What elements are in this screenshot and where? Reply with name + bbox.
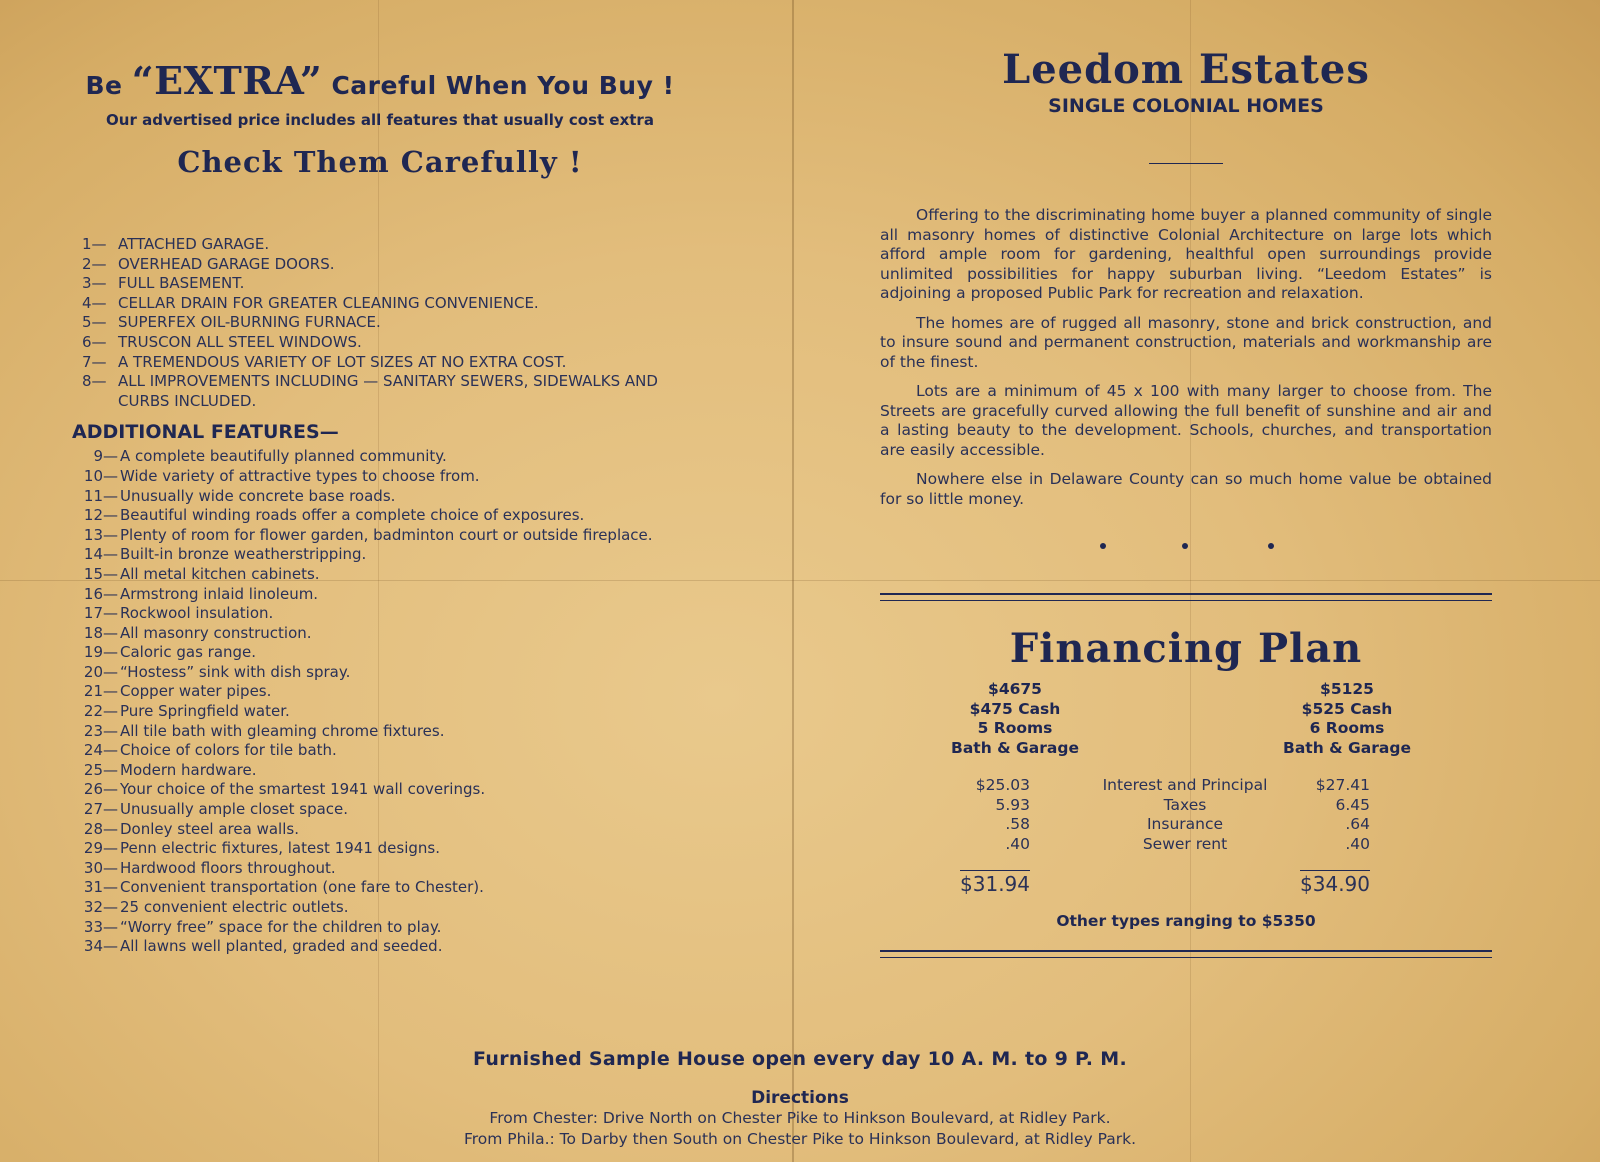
feature-item [70,722,690,742]
feature-item [70,526,690,546]
heading-be: Be [85,71,123,100]
feature-item [70,643,690,663]
title-divider [1149,163,1223,164]
feature-item [70,663,690,683]
cost-label: Sewer rent [1142,834,1228,853]
feature-text: Pure Springfield water. [120,702,290,721]
financing-plans [880,680,1492,770]
feature-number: 4— [82,293,107,312]
feature-text: “Worry free” space for the children to play. [120,917,442,936]
feature-text: OVERHEAD GARAGE DOORS. [118,254,335,273]
cost-totals [880,872,1492,908]
feature-text: A TREMENDOUS VARIETY OF LOT SIZES AT NO EXTRA COST. [118,352,567,371]
sum-line-b [1300,870,1370,871]
feature-number: 21— [83,682,118,701]
additional-features-list [70,447,690,956]
directions-heading: Directions [751,1088,849,1108]
heading-rest: Careful When You Buy ! [331,71,675,100]
plan-b-cash: $525 Cash [1301,699,1393,718]
directions-from-phila: From Phila.: To Darby then South on Chester Pike to Hinkson Boulevard, at Ridley Park. [463,1130,1137,1148]
feature-text: Armstrong inlaid linoleum. [120,584,319,603]
description-paragraph: The homes are of rugged all masonry, stone and brick construction, and to insure sound and permanent construction, materials and workmanship are of the finest. [880,313,1492,371]
feature-text: Rockwool insulation. [120,604,274,623]
feature-item [70,333,690,353]
feature-text: ATTACHED GARAGE. [118,235,270,253]
feature-text: ALL IMPROVEMENTS INCLUDING — SANITARY SEWERS, SIDEWALKS AND CURBS INCLUDED. [118,372,658,410]
feature-text: Penn electric fixtures, latest 1941 designs. [120,839,440,858]
ornament-dot [1182,543,1188,549]
feature-number: 23— [83,721,118,740]
feature-number: 16— [83,584,118,603]
feature-text: CELLAR DRAIN FOR GREATER CLEANING CONVENIENCE. [118,293,539,312]
financing-rule-top [880,593,1492,601]
estate-subtitle: SINGLE COLONIAL HOMES [1048,95,1324,117]
feature-number: 20— [83,662,118,681]
feature-text: All metal kitchen cabinets. [120,564,320,583]
description-paragraph: Nowhere else in Delaware County can so much home value be obtained for so little money. [880,470,1492,508]
directions-from-chester: From Chester: Drive North on Chester Pike to Hinkson Boulevard, at Ridley Park. [489,1109,1111,1127]
cost-value-b: 6.45 [1335,795,1370,814]
feature-item [70,839,690,859]
description-paragraph: Lots are a minimum of 45 x 100 with many larger to choose from. The Streets are gracefully curved allowing the full benefit of sunshine and air and a lasting beauty to the development. Schools, churches, and transportation are easily accessible. [880,382,1492,459]
feature-number: 8— [82,372,107,391]
feature-text: Modern hardware. [120,760,257,779]
feature-number: 2— [82,254,107,273]
features-list [70,235,690,411]
feature-number: 34— [83,937,118,956]
feature-item [70,294,690,314]
feature-item [70,761,690,781]
feature-item [70,918,690,938]
plan-a-extra: Bath & Garage [951,738,1079,757]
estate-title: Leedom Estates [1002,46,1370,93]
feature-text: All masonry construction. [120,623,312,642]
feature-item [70,820,690,840]
cost-value-b: $27.41 [1315,776,1370,794]
cost-value-b: .64 [1345,815,1370,833]
feature-item [70,467,690,487]
feature-item [70,274,690,294]
feature-number: 27— [83,800,118,819]
feature-item [70,255,690,275]
extra-heading [70,58,690,103]
feature-number: 10— [83,466,118,485]
feature-item [70,353,690,373]
feature-item [70,313,690,333]
feature-text: A complete beautifully planned community. [120,447,447,466]
feature-item [70,682,690,702]
feature-number: 14— [83,545,118,564]
feature-number: 18— [83,623,118,642]
feature-text: Caloric gas range. [120,643,257,662]
feature-number: 22— [83,702,118,721]
sum-line-a [960,870,1030,871]
feature-text: Plenty of room for flower garden, badminton court or outside fireplace. [120,525,653,544]
cost-value-a: $25.03 [975,776,1030,794]
plan-a-cash: $475 Cash [969,699,1061,718]
feature-text: All tile bath with gleaming chrome fixtures. [120,721,445,740]
feature-item [70,545,690,565]
left-panel [70,58,690,957]
feature-number: 26— [83,780,118,799]
feature-number: 15— [83,564,118,583]
feature-item [70,585,690,605]
financing-title: Financing Plan [1009,625,1363,672]
feature-number: 19— [83,643,118,662]
cost-row [880,776,1492,796]
cost-value-a: .58 [1005,815,1030,833]
feature-item [70,741,690,761]
feature-number: 28— [83,819,118,838]
feature-number: 32— [83,898,118,916]
feature-item [70,898,690,918]
feature-item [70,624,690,644]
feature-item [70,702,690,722]
feature-number: 30— [83,858,118,877]
ornament-dots [880,537,1492,557]
heading-extra: “EXTRA” [131,58,323,103]
sample-house-hours: Furnished Sample House open every day 10 A. M. to 9 P. M. [473,1048,1127,1070]
check-heading: Check Them Carefully ! [177,145,583,179]
total-a: $31.94 [960,872,1030,896]
feature-item [70,800,690,820]
feature-number: 11— [83,486,118,505]
additional-features-heading: ADDITIONAL FEATURES— [72,421,339,444]
cost-label: Interest and Principal [1102,776,1268,794]
feature-number: 6— [82,332,107,351]
financing-rule-bottom [880,950,1492,958]
feature-item [70,859,690,879]
description-paragraph: Offering to the discriminating home buyer a planned community of single all masonry homes of distinctive Colonial Architecture on large lots which afford ample room for gardening, healthful open surroundings provide unlimited possibilities for happy suburban living. “Leedom Estates” is adjoining a proposed Public Park for recreation and relaxation. [880,206,1492,302]
feature-item [70,937,690,957]
feature-text: 25 convenient electric outlets. [120,898,349,916]
feature-item [70,372,690,411]
feature-text: Your choice of the smartest 1941 wall coverings. [120,780,486,799]
cost-label: Taxes [1163,795,1207,814]
feature-item [70,565,690,585]
plan-b-extra: Bath & Garage [1283,738,1411,757]
feature-text: FULL BASEMENT. [118,274,245,293]
feature-text: Convenient transportation (one fare to Chester). [120,878,484,897]
cost-table [880,776,1492,856]
feature-text: Wide variety of attractive types to choose from. [120,466,480,485]
plan-a-rooms: 5 Rooms [977,719,1053,737]
feature-number: 12— [83,506,118,525]
feature-text: Choice of colors for tile bath. [120,741,337,760]
bottom-info [0,1048,1600,1150]
feature-number: 13— [83,525,118,544]
feature-item [70,487,690,507]
feature-item [70,447,690,467]
plan-a [930,680,1100,758]
plan-b-price: $5125 [1320,680,1374,698]
feature-number: 31— [83,878,118,897]
feature-number: 5— [82,313,107,332]
ornament-dot [1100,543,1106,549]
feature-text: Beautiful winding roads offer a complete choice of exposures. [120,506,585,525]
cost-row [880,815,1492,835]
plan-a-price: $4675 [988,680,1042,698]
feature-text: Unusually wide concrete base roads. [120,486,396,505]
feature-number: 9— [93,447,118,466]
cost-row [880,796,1492,816]
feature-number: 1— [82,235,107,253]
feature-number: 25— [83,760,118,779]
feature-text: Built-in bronze weatherstripping. [120,545,367,564]
description-paragraphs [880,206,1492,509]
feature-number: 3— [82,274,107,293]
feature-number: 33— [83,917,118,936]
other-types-note: Other types ranging to $5350 [1056,912,1316,930]
feature-number: 7— [82,352,107,371]
feature-text: “Hostess” sink with dish spray. [120,662,351,681]
feature-item [70,878,690,898]
extra-subheading: Our advertised price includes all features that usually cost extra [106,111,654,129]
cost-value-a: .40 [1005,834,1030,853]
feature-text: Hardwood floors throughout. [120,858,336,877]
plan-b [1262,680,1432,758]
cost-label: Insurance [1146,815,1224,833]
cost-row [880,835,1492,855]
feature-text: SUPERFEX OIL-BURNING FURNACE. [118,313,381,332]
total-b: $34.90 [1300,872,1370,896]
right-panel [880,46,1492,958]
feature-text: All lawns well planted, graded and seeded. [120,937,443,956]
feature-text: Donley steel area walls. [120,819,299,838]
feature-item [70,780,690,800]
feature-text: TRUSCON ALL STEEL WINDOWS. [118,332,362,351]
paper-fold-center [792,0,794,1162]
feature-number: 24— [83,741,118,760]
cost-value-b: .40 [1345,834,1370,853]
feature-text: Copper water pipes. [120,682,272,701]
feature-number: 29— [83,839,118,858]
feature-item [70,235,690,255]
feature-item [70,604,690,624]
ornament-dot [1268,543,1274,549]
feature-text: Unusually ample closet space. [120,800,349,819]
feature-number: 17— [83,604,118,623]
feature-item [70,506,690,526]
cost-value-a: 5.93 [995,795,1030,814]
plan-b-rooms: 6 Rooms [1309,719,1385,737]
